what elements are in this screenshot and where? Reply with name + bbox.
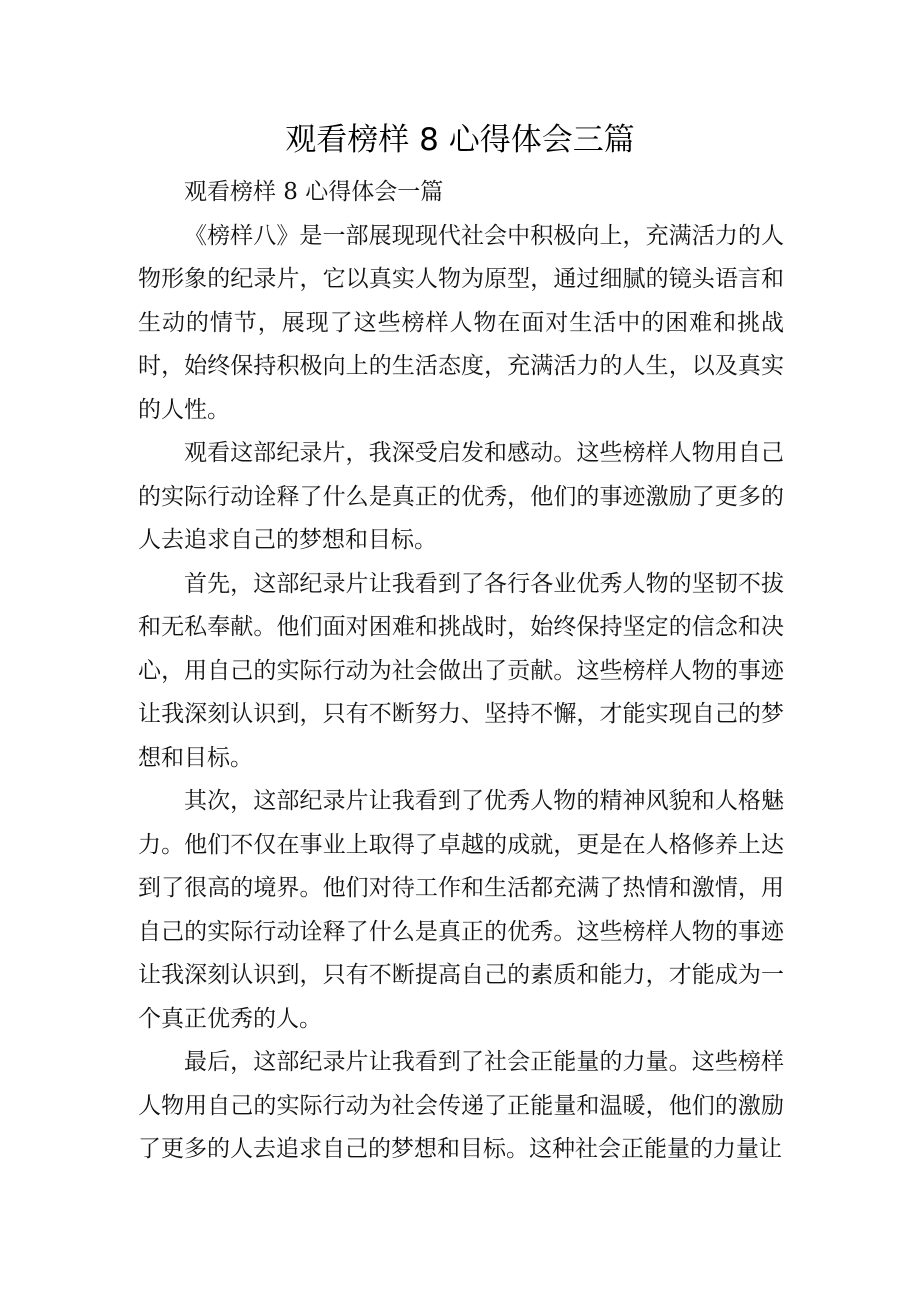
paragraph-last: 最后，这部纪录片让我看到了社会正能量的力量。这些榜样人物用自己的实际行动为社会传递了正能量和温暖，他们的激励了更多的人去追求自己的梦想和目标。这种社会正能量的力量让 bbox=[138, 1049, 784, 1162]
paragraph-second: 其次，这部纪录片让我看到了优秀人物的精神风貌和人格魅力。他们不仅在事业上取得了卓越的成就，更是在人格修养上达到了很高的境界。他们对待工作和生活都充满了热情和激情，用自己的实际行动诠释了什么是真正的优秀。这些榜样人物的事迹让我深刻认识到，只有不断提高自己的素质和能力，才能成为一个真正优秀的人。 bbox=[138, 788, 784, 1032]
paragraph-first: 首先，这部纪录片让我看到了各行各业优秀人物的坚韧不拔和无私奉献。他们面对困难和挑战时，始终保持坚定的信念和决心，用自己的实际行动为社会做出了贡献。这些榜样人物的事迹让我深刻认识到，只有不断努力、坚持不懈，才能实现自己的梦想和目标。 bbox=[138, 570, 784, 771]
paragraph-intro: 《榜样八》是一部展现现代社会中积极向上，充满活力的人物形象的纪录片，它以真实人物为原型，通过细腻的镜头语言和生动的情节，展现了这些榜样人物在面对生活中的困难和挑战时，始终保持积极向上的生活态度，充满活力的人生，以及真实的人性。 bbox=[138, 222, 784, 423]
section-subtitle: 观看榜样 8 心得体会一篇 bbox=[184, 179, 444, 205]
paragraph-impression: 观看这部纪录片，我深受启发和感动。这些榜样人物用自己的实际行动诠释了什么是真正的优秀，他们的事迹激励了更多的人去追求自己的梦想和目标。 bbox=[138, 440, 784, 553]
document-body bbox=[138, 171, 784, 1172]
document-title: 观看榜样 8 心得体会三篇 bbox=[285, 122, 635, 158]
